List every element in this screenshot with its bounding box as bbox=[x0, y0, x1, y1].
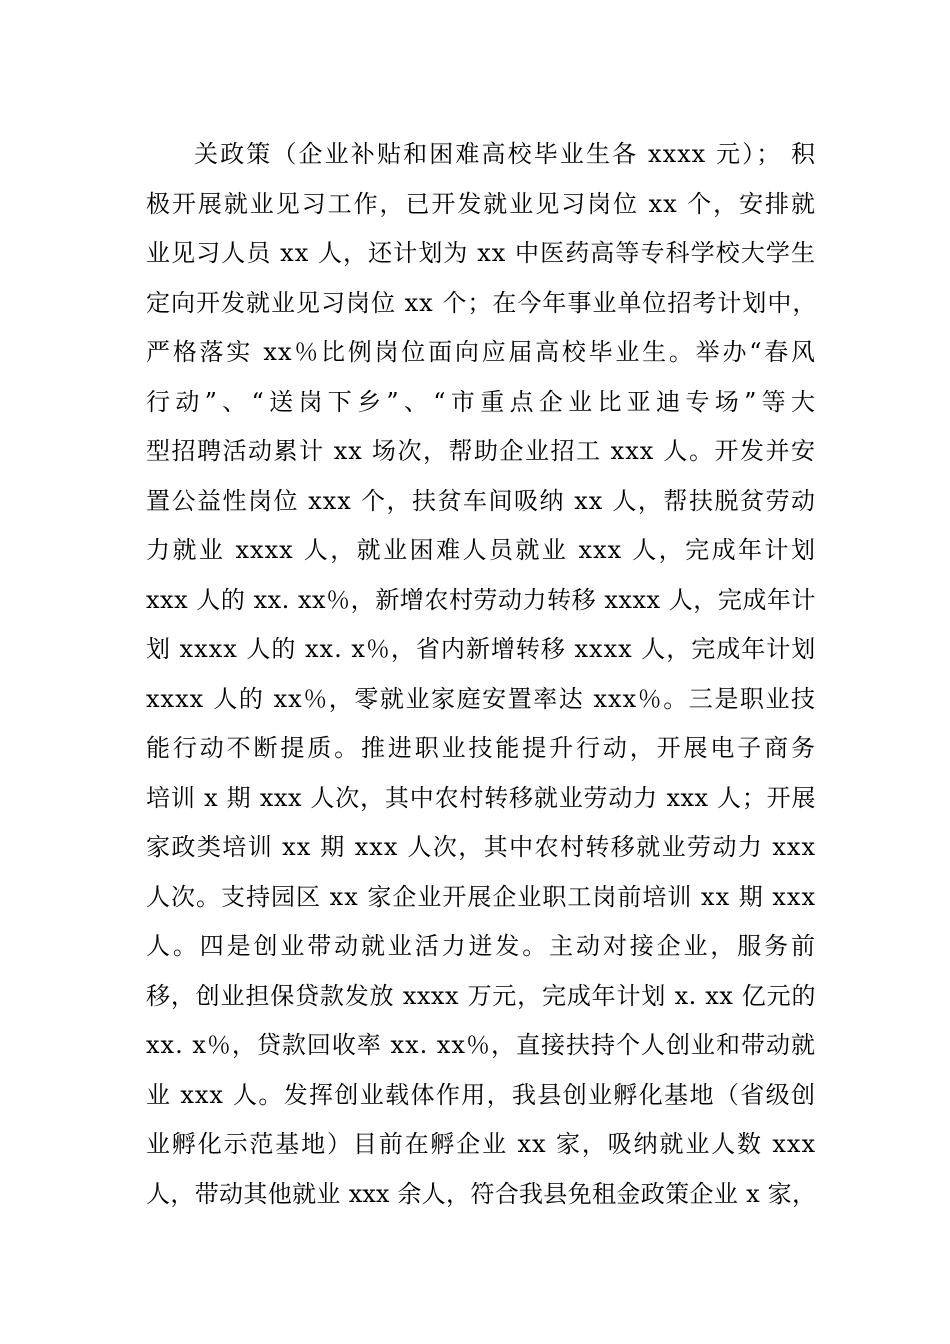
text-line: 业 xxx 人。发挥创业载体作用，我县创业孵化基地（省级创 bbox=[146, 1080, 816, 1109]
text-line: 置公益性岗位 xxx 个，扶贫车间吸纳 xx 人，帮扶脱贫劳动 bbox=[146, 486, 816, 515]
text-line: 行动”、“送岗下乡”、“市重点企业比亚迪专场”等大 bbox=[146, 387, 816, 416]
text-line: xxx 人的 xx. xx％，新增农村劳动力转移 xxxx 人，完成年计 bbox=[146, 585, 816, 614]
text-line: xxxx 人的 xx％，零就业家庭安置率达 xxx％。三是职业技 bbox=[146, 684, 816, 713]
text-line: 业孵化示范基地）目前在孵企业 xx 家，吸纳就业人数 xxx bbox=[146, 1130, 816, 1158]
text-line: 划 xxxx 人的 xx. x％，省内新增转移 xxxx 人，完成年计划 bbox=[146, 635, 817, 663]
text-line: 业见习人员 xx 人，还计划为 xx 中医药高等专科学校大学生 bbox=[146, 239, 816, 267]
text-line: 培训 x 期 xxx 人次，其中农村转移就业劳动力 xxx 人；开展 bbox=[146, 783, 816, 812]
text-line: 关政策（企业补贴和困难高校毕业生各 xxxx 元）； 积 bbox=[194, 140, 816, 168]
text-line: xx. x％，贷款回收率 xx. xx％，直接扶持个人创业和带动就 bbox=[146, 1031, 816, 1059]
text-line: 严格落实 xx％比例岗位面向应届高校毕业生。举办“春风 bbox=[146, 338, 816, 366]
text-line: 力就业 xxxx 人，就业困难人员就业 xxx 人，完成年计划 bbox=[146, 536, 816, 564]
text-line: 移，创业担保贷款发放 xxxx 万元，完成年计划 x. xx 亿元的 bbox=[146, 981, 816, 1010]
text-line: 型招聘活动累计 xx 场次，帮助企业招工 xxx 人。开发并安 bbox=[146, 437, 816, 465]
text-line: 人。四是创业带动就业活力迸发。主动对接企业，服务前 bbox=[146, 932, 816, 960]
text-line: 定向开发就业见习岗位 xx 个；在今年事业单位招考计划中， bbox=[146, 288, 818, 317]
text-line: 能行动不断提质。推进职业技能提升行动，开展电子商务 bbox=[146, 734, 816, 762]
text-line: 家政类培训 xx 期 xxx 人次，其中农村转移就业劳动力 xxx bbox=[146, 833, 816, 861]
text-line: 极开展就业见习工作，已开发就业见习岗位 xx 个，安排就 bbox=[146, 189, 816, 218]
text-line: 人，带动其他就业 xxx 余人，符合我县免租金政策企业 x 家， bbox=[146, 1179, 816, 1208]
text-line: 人次。支持园区 xx 家企业开展企业职工岗前培训 xx 期 xxx bbox=[146, 882, 816, 911]
body-paragraph bbox=[146, 130, 816, 1219]
